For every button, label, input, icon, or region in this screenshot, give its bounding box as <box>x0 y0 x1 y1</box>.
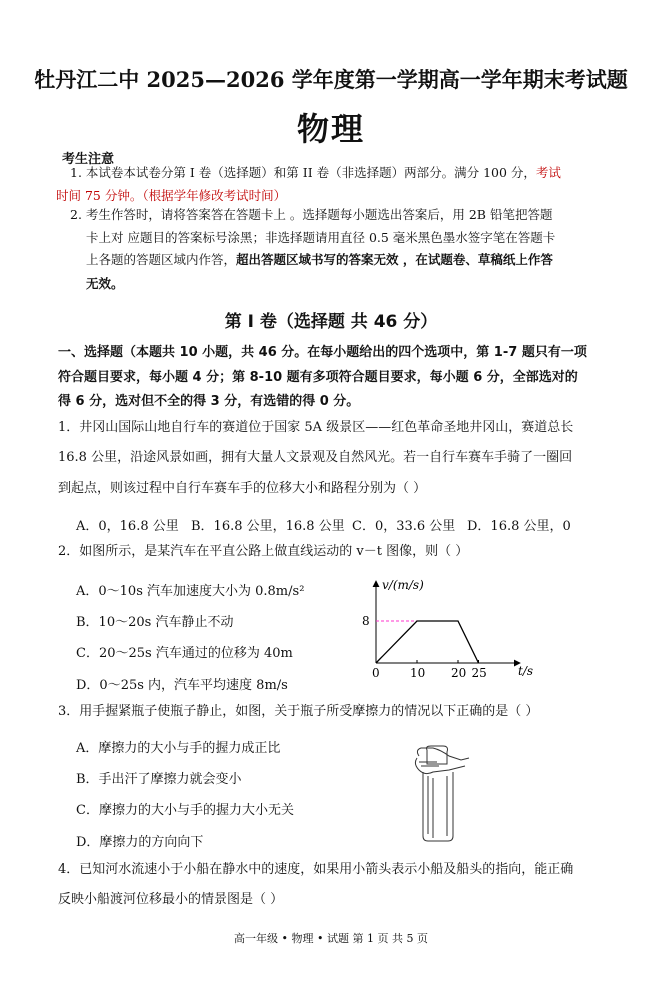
x-tick-label: 20 <box>451 666 467 680</box>
notice-title: 考生注意 <box>62 152 115 167</box>
notice-item-1-line1: 1. 本试卷本试卷分第 I 卷（选择题）和第 II 卷（非选择题）两部分。满分 100 分，考试 <box>70 165 561 180</box>
q1-option-a[interactable]: A．0，16.8 公里 <box>76 519 179 534</box>
q1-stem-line1: 1．井冈山国际山地自行车的赛道位于国家 5A 级景区——红色革命圣地井冈山，赛道总长 <box>58 420 574 435</box>
exam-time-note: 考试 <box>535 165 561 180</box>
y-axis-label: v/(m/s) <box>382 578 424 592</box>
q2-option-a[interactable]: A．0～10s 汽车加速度大小为 0.8m/s² <box>76 584 305 599</box>
notice-item-2-line4: 无效。 <box>86 276 124 291</box>
q4-stem-line1: 4．已知河水流速小于小船在静水中的速度，如果用小箭头表示小船及船头的指向，能正确 <box>58 862 574 877</box>
notice-item-2-line2: 卡上对 应题目的答案标号涂黑；非选择题请用直径 0.5 毫米黑色墨水签字笔在答题卡 <box>86 230 556 245</box>
q2-option-d[interactable]: D．0～25s 内，汽车平均速度 8m/s <box>76 678 288 693</box>
y-tick-label: 8 <box>362 614 370 628</box>
q1-option-d[interactable]: D．16.8 公里，0 <box>467 519 571 534</box>
q1-option-b[interactable]: B．16.8 公里，16.8 公里 <box>191 519 345 534</box>
q4-stem-line2: 反映小船渡河位移最小的情景图是（ ） <box>58 892 284 907</box>
q3-option-a[interactable]: A．摩擦力的大小与手的握力成正比 <box>76 741 281 756</box>
q1-stem-line2: 16.8 公里，沿途风景如画，拥有大量人文景观及自然风光。若一自行车赛车手骑了一圈回 <box>58 450 573 465</box>
q3-option-b[interactable]: B．手出汗了摩擦力就会变小 <box>76 772 242 787</box>
q3-stem: 3．用手握紧瓶子使瓶子静止，如图，关于瓶子所受摩擦力的情况以下正确的是（ ） <box>58 704 539 719</box>
notice-item-2-line3: 上各题的答题区域内作答，超出答题区域书写的答案无效 ，在试题卷、草稿纸上作答 <box>86 252 553 267</box>
x-axis-label: t/s <box>518 664 534 678</box>
subject-title: 物理 <box>296 110 365 148</box>
section-title: 第 I 卷（选择题 共 46 分） <box>224 312 438 332</box>
q3-option-c[interactable]: C．摩擦力的大小与手的握力大小无关 <box>76 803 294 818</box>
invalid-answer-note: 超出答题区域书写的答案无效 ，在试题卷、草稿纸上作答 <box>236 252 553 267</box>
hand-holding-bottle-figure <box>403 744 473 844</box>
q3-option-d[interactable]: D．摩擦力的方向向下 <box>76 835 204 850</box>
x-tick-label: 0 <box>372 666 380 680</box>
q1-stem-line3: 到起点，则该过程中自行车赛车手的位移大小和路程分别为（ ） <box>58 481 427 496</box>
vt-series-line <box>376 621 479 663</box>
q2-option-c[interactable]: C．20～25s 汽车通过的位移为 40m <box>76 646 293 661</box>
q1-option-c[interactable]: C．0，33.6 公里 <box>352 519 456 534</box>
page-footer: 高一年级 • 物理 • 试题 第 1 页 共 5 页 <box>234 932 428 945</box>
notice-item-1-line2: 时间 75 分钟。（根据学年修改考试时间） <box>56 188 287 203</box>
school-title: 牡丹江二中 2025—2026 学年度第一学期高一学年期末考试题 <box>34 67 628 92</box>
x-tick-label: 25 <box>471 666 487 680</box>
section-instructions-line3: 得 6 分，选对但不全的得 3 分，有选错的得 0 分。 <box>58 394 360 409</box>
q2-stem: 2．如图所示，是某汽车在平直公路上做直线运动的 v－t 图像，则（ ） <box>58 544 469 559</box>
x-tick-label: 10 <box>410 666 426 680</box>
section-instructions-line2: 符合题目要求，每小题 4 分；第 8-10 题有多项符合题目要求，每小题 6 分，全部选对的 <box>58 370 578 385</box>
notice-item-2-line1: 2. 考生作答时，请将答案答在答题卡上 。选择题每小题选出答案后，用 2B 铅笔把答题 <box>70 207 553 222</box>
q2-option-b[interactable]: B．10～20s 汽车静止不动 <box>76 615 234 630</box>
vt-chart <box>350 575 550 690</box>
section-instructions-line1: 一、选择题（本题共 10 小题，共 46 分。在每小题给出的四个选项中，第 1-7 题只有一项 <box>58 345 587 360</box>
